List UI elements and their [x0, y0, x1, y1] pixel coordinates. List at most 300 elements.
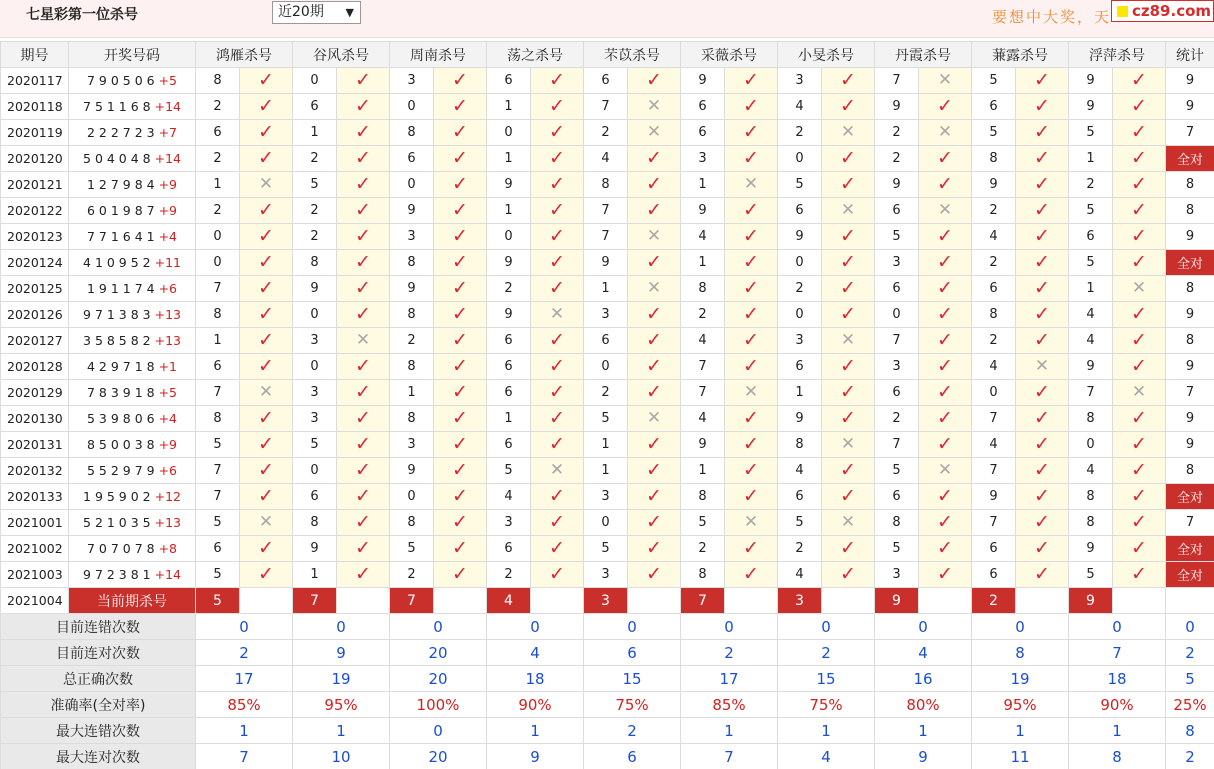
kill-number-cell: 1 [681, 250, 725, 276]
cross-icon: ✕ [549, 304, 565, 324]
checkmark-icon: ✓ [258, 303, 274, 325]
kill-number-cell: 1 [487, 406, 531, 432]
draw-numbers: 4 1 0 9 5 2 [83, 255, 151, 270]
draw-numbers: 8 5 0 0 3 8 [86, 437, 155, 452]
result-mark-cell [531, 380, 584, 406]
draw-numbers-cell [69, 120, 196, 146]
kill-number-cell: 0 [293, 354, 337, 380]
table-row [1, 94, 1214, 120]
result-mark-cell [919, 510, 972, 536]
stats-value: 0 [390, 614, 487, 640]
table-row [1, 484, 1214, 510]
cross-icon: ✕ [1131, 382, 1147, 402]
stats-value: 1 [1069, 718, 1166, 744]
draw-numbers-cell [69, 562, 196, 588]
checkmark-icon: ✓ [355, 563, 371, 585]
draw-numbers: 9 7 2 3 8 1 [83, 567, 151, 582]
result-mark-cell [822, 458, 875, 484]
result-mark-cell [1016, 432, 1069, 458]
empty-cell [240, 588, 293, 614]
kill-number-cell: 8 [1069, 510, 1113, 536]
result-mark-cell [822, 510, 875, 536]
empty-cell [822, 588, 875, 614]
result-mark-cell [531, 484, 584, 510]
checkmark-icon: ✓ [646, 69, 662, 91]
stats-value: 17 [681, 666, 778, 692]
result-mark-cell [337, 562, 390, 588]
checkmark-icon: ✓ [1131, 173, 1147, 195]
stats-value: 1 [972, 718, 1069, 744]
checkmark-icon: ✓ [743, 485, 759, 507]
result-mark-cell [337, 250, 390, 276]
checkmark-icon: ✓ [937, 433, 953, 455]
kill-number-cell: 0 [487, 120, 531, 146]
kill-number-cell: 7 [1069, 380, 1113, 406]
kill-number-cell: 9 [875, 172, 919, 198]
checkmark-icon: ✓ [646, 329, 662, 351]
checkmark-icon: ✓ [646, 303, 662, 325]
draw-sum: +9 [158, 437, 177, 452]
kill-number-cell: 7 [972, 510, 1016, 536]
checkmark-icon: ✓ [452, 329, 468, 351]
checkmark-icon: ✓ [549, 277, 565, 299]
result-mark-cell [337, 276, 390, 302]
result-mark-cell [337, 328, 390, 354]
stats-value: 2 [778, 640, 875, 666]
col-predictor: 小旻杀号 [778, 42, 875, 68]
kill-number-cell: 6 [293, 94, 337, 120]
draw-numbers-cell [69, 276, 196, 302]
result-mark-cell [531, 276, 584, 302]
checkmark-icon: ✓ [743, 433, 759, 455]
checkmark-icon: ✓ [1034, 459, 1050, 481]
result-mark-cell [919, 562, 972, 588]
stats-value: 8 [972, 640, 1069, 666]
result-mark-cell [628, 198, 681, 224]
checkmark-icon: ✓ [549, 147, 565, 169]
result-mark-cell [919, 276, 972, 302]
result-mark-cell [531, 172, 584, 198]
result-mark-cell [725, 328, 778, 354]
checkmark-icon: ✓ [840, 69, 856, 91]
stat-cell: 8 [1166, 172, 1214, 198]
checkmark-icon: ✓ [258, 277, 274, 299]
table-row [1, 198, 1214, 224]
kill-number-cell: 5 [778, 510, 822, 536]
kill-number-cell: 9 [778, 406, 822, 432]
result-mark-cell [1016, 380, 1069, 406]
cross-icon: ✕ [646, 226, 662, 246]
checkmark-icon: ✓ [646, 537, 662, 559]
stats-value: 95% [972, 692, 1069, 718]
kill-number-cell: 1 [487, 146, 531, 172]
result-mark-cell [434, 406, 487, 432]
stats-total: 8 [1166, 718, 1214, 744]
stat-cell: 8 [1166, 276, 1214, 302]
checkmark-icon: ✓ [1131, 225, 1147, 247]
checkmark-icon: ✓ [452, 563, 468, 585]
result-mark-cell [628, 250, 681, 276]
checkmark-icon: ✓ [1131, 407, 1147, 429]
all-correct-badge: 全对 [1166, 250, 1214, 276]
checkmark-icon: ✓ [1034, 173, 1050, 195]
checkmark-icon: ✓ [1131, 459, 1147, 481]
kill-number-cell: 9 [875, 94, 919, 120]
draw-sum: +14 [154, 99, 181, 114]
result-mark-cell [822, 328, 875, 354]
result-mark-cell [1016, 120, 1069, 146]
issue-cell: 2020122 [1, 198, 69, 224]
kill-number-cell: 9 [293, 276, 337, 302]
kill-number-cell: 9 [1069, 354, 1113, 380]
result-mark-cell [1113, 250, 1166, 276]
result-mark-cell [628, 68, 681, 94]
kill-number-cell: 4 [1069, 458, 1113, 484]
table-row [1, 172, 1214, 198]
checkmark-icon: ✓ [258, 563, 274, 585]
result-mark-cell [725, 250, 778, 276]
kill-number-cell: 3 [293, 328, 337, 354]
checkmark-icon: ✓ [1131, 69, 1147, 91]
result-mark-cell [725, 276, 778, 302]
kill-number-cell: 0 [875, 302, 919, 328]
result-mark-cell [1016, 198, 1069, 224]
stats-value: 0 [196, 614, 293, 640]
result-mark-cell [531, 120, 584, 146]
kill-number-cell: 5 [196, 432, 240, 458]
empty-cell [1166, 588, 1214, 614]
kill-number-cell: 0 [778, 250, 822, 276]
checkmark-icon: ✓ [549, 329, 565, 351]
checkmark-icon: ✓ [937, 381, 953, 403]
chevron-down-icon: ▼ [345, 6, 354, 19]
kill-number-cell: 6 [778, 198, 822, 224]
kill-number-cell: 4 [681, 406, 725, 432]
stats-total: 2 [1166, 640, 1214, 666]
result-mark-cell [1016, 94, 1069, 120]
draw-numbers: 5 5 2 9 7 9 [86, 463, 155, 478]
kill-number-cell: 9 [681, 432, 725, 458]
checkmark-icon: ✓ [937, 485, 953, 507]
checkmark-icon: ✓ [452, 199, 468, 221]
stats-value: 1 [487, 718, 584, 744]
kill-number-cell: 9 [972, 172, 1016, 198]
table-row [1, 354, 1214, 380]
result-mark-cell [822, 432, 875, 458]
result-mark-cell [1016, 406, 1069, 432]
cross-icon: ✕ [937, 460, 953, 480]
result-mark-cell [337, 536, 390, 562]
kill-number-cell: 9 [778, 224, 822, 250]
kill-number-cell: 5 [584, 536, 628, 562]
kill-number-cell: 2 [293, 198, 337, 224]
result-mark-cell [531, 250, 584, 276]
kill-number-cell: 8 [196, 302, 240, 328]
issue-cell: 2021001 [1, 510, 69, 536]
kill-number-cell: 2 [681, 536, 725, 562]
result-mark-cell [531, 328, 584, 354]
kill-number-cell: 7 [584, 198, 628, 224]
all-correct-badge: 全对 [1166, 562, 1214, 588]
result-mark-cell [434, 146, 487, 172]
stats-total: 2 [1166, 744, 1214, 769]
checkmark-icon: ✓ [1131, 537, 1147, 559]
checkmark-icon: ✓ [646, 355, 662, 377]
result-mark-cell [725, 354, 778, 380]
kill-number-cell: 1 [681, 458, 725, 484]
checkmark-icon: ✓ [452, 277, 468, 299]
result-mark-cell [434, 432, 487, 458]
kill-number-cell: 3 [875, 354, 919, 380]
result-mark-cell [1016, 302, 1069, 328]
result-mark-cell [337, 172, 390, 198]
promo-text[interactable]: 要想中大奖，天 [992, 8, 1112, 26]
result-mark-cell [725, 302, 778, 328]
checkmark-icon: ✓ [743, 459, 759, 481]
issue-cell: 2020123 [1, 224, 69, 250]
kill-number-cell: 2 [778, 276, 822, 302]
stats-row [1, 718, 1214, 744]
result-mark-cell [1113, 406, 1166, 432]
checkmark-icon: ✓ [1034, 433, 1050, 455]
result-mark-cell [822, 94, 875, 120]
checkmark-icon: ✓ [452, 173, 468, 195]
cross-icon: ✕ [840, 330, 856, 350]
result-mark-cell [725, 380, 778, 406]
kill-number-table [0, 41, 1214, 769]
result-mark-cell [434, 224, 487, 250]
stat-cell: 7 [1166, 380, 1214, 406]
checkmark-icon: ✓ [452, 511, 468, 533]
kill-number-cell: 3 [584, 484, 628, 510]
checkmark-icon: ✓ [452, 95, 468, 117]
result-mark-cell [337, 68, 390, 94]
kill-number-cell: 5 [875, 536, 919, 562]
checkmark-icon: ✓ [937, 173, 953, 195]
kill-number-cell: 5 [875, 224, 919, 250]
col-stat: 统计 [1166, 42, 1214, 68]
all-correct-badge: 全对 [1166, 484, 1214, 510]
kill-number-cell: 6 [487, 536, 531, 562]
checkmark-icon: ✓ [549, 433, 565, 455]
cross-icon: ✕ [743, 174, 759, 194]
stats-value: 75% [778, 692, 875, 718]
checkmark-icon: ✓ [549, 407, 565, 429]
stat-cell: 8 [1166, 198, 1214, 224]
kill-number-cell: 5 [875, 458, 919, 484]
checkmark-icon: ✓ [549, 355, 565, 377]
checkmark-icon: ✓ [258, 485, 274, 507]
kill-number-cell: 5 [293, 432, 337, 458]
kill-number-cell: 4 [487, 484, 531, 510]
kill-number-cell: 7 [875, 68, 919, 94]
kill-number-cell: 3 [390, 68, 434, 94]
result-mark-cell [1016, 458, 1069, 484]
result-mark-cell [1113, 120, 1166, 146]
kill-number-cell: 2 [875, 120, 919, 146]
checkmark-icon: ✓ [646, 485, 662, 507]
checkmark-icon: ✓ [646, 459, 662, 481]
result-mark-cell [531, 510, 584, 536]
issue-cell: 2021003 [1, 562, 69, 588]
result-mark-cell [919, 172, 972, 198]
kill-number-cell: 2 [390, 562, 434, 588]
stats-value: 4 [487, 640, 584, 666]
draw-numbers-cell [69, 146, 196, 172]
stat-cell: 8 [1166, 458, 1214, 484]
kill-number-cell: 3 [390, 224, 434, 250]
draw-numbers: 5 3 9 8 0 6 [86, 411, 155, 426]
result-mark-cell [434, 120, 487, 146]
kill-number-cell: 2 [778, 536, 822, 562]
checkmark-icon: ✓ [549, 95, 565, 117]
checkmark-icon: ✓ [743, 147, 759, 169]
cross-icon: ✕ [258, 382, 274, 402]
result-mark-cell [822, 302, 875, 328]
result-mark-cell [1113, 354, 1166, 380]
draw-numbers-cell [69, 406, 196, 432]
kill-number-cell: 8 [293, 510, 337, 536]
checkmark-icon: ✓ [452, 407, 468, 429]
table-row [1, 380, 1214, 406]
kill-number-cell: 4 [778, 562, 822, 588]
checkmark-icon: ✓ [937, 355, 953, 377]
kill-number-cell: 1 [1069, 276, 1113, 302]
stats-row [1, 640, 1214, 666]
cross-icon: ✕ [1034, 356, 1050, 376]
current-kill-number: 9 [875, 588, 919, 614]
checkmark-icon: ✓ [1131, 121, 1147, 143]
checkmark-icon: ✓ [646, 563, 662, 585]
table-row [1, 328, 1214, 354]
kill-number-cell: 8 [584, 172, 628, 198]
cross-icon: ✕ [549, 460, 565, 480]
site-logo[interactable] [1111, 0, 1214, 22]
stats-value: 19 [972, 666, 1069, 692]
period-select[interactable] [272, 1, 361, 24]
checkmark-icon: ✓ [549, 69, 565, 91]
issue-cell: 2020124 [1, 250, 69, 276]
kill-number-cell: 0 [487, 224, 531, 250]
kill-number-cell: 8 [390, 250, 434, 276]
stats-value: 19 [293, 666, 390, 692]
result-mark-cell [822, 68, 875, 94]
stats-value: 0 [972, 614, 1069, 640]
checkmark-icon: ✓ [452, 485, 468, 507]
checkmark-icon: ✓ [1034, 485, 1050, 507]
cross-icon: ✕ [646, 408, 662, 428]
empty-cell [337, 588, 390, 614]
checkmark-icon: ✓ [743, 277, 759, 299]
kill-number-cell: 4 [681, 224, 725, 250]
result-mark-cell [628, 146, 681, 172]
draw-numbers: 5 0 4 0 4 8 [83, 151, 151, 166]
kill-number-cell: 9 [487, 250, 531, 276]
kill-number-cell: 7 [681, 380, 725, 406]
result-mark-cell [337, 302, 390, 328]
stats-value: 85% [681, 692, 778, 718]
draw-numbers: 9 7 1 3 8 3 [83, 307, 151, 322]
cross-icon: ✕ [937, 122, 953, 142]
kill-number-cell: 7 [972, 458, 1016, 484]
stats-value: 1 [681, 718, 778, 744]
stat-cell: 8 [1166, 328, 1214, 354]
result-mark-cell [822, 380, 875, 406]
checkmark-icon: ✓ [355, 199, 371, 221]
result-mark-cell [919, 328, 972, 354]
table-row [1, 536, 1214, 562]
kill-number-cell: 7 [196, 380, 240, 406]
result-mark-cell [531, 354, 584, 380]
table-row [1, 562, 1214, 588]
checkmark-icon: ✓ [840, 563, 856, 585]
result-mark-cell [822, 120, 875, 146]
stats-value: 1 [875, 718, 972, 744]
table-row [1, 68, 1214, 94]
result-mark-cell [531, 432, 584, 458]
stats-value: 4 [778, 744, 875, 769]
result-mark-cell [822, 224, 875, 250]
draw-sum: +14 [154, 567, 181, 582]
result-mark-cell [628, 224, 681, 250]
result-mark-cell [240, 536, 293, 562]
kill-number-cell: 5 [1069, 198, 1113, 224]
period-select-value: 近20期 [278, 4, 324, 20]
kill-number-cell: 0 [778, 302, 822, 328]
stat-cell: 9 [1166, 94, 1214, 120]
result-mark-cell [240, 302, 293, 328]
checkmark-icon: ✓ [1034, 251, 1050, 273]
draw-numbers-cell [69, 94, 196, 120]
kill-number-cell: 6 [972, 536, 1016, 562]
draw-numbers-cell [69, 432, 196, 458]
stats-value: 80% [875, 692, 972, 718]
result-mark-cell [919, 68, 972, 94]
kill-number-cell: 5 [1069, 562, 1113, 588]
checkmark-icon: ✓ [1034, 563, 1050, 585]
current-issue: 2021004 [1, 588, 69, 614]
checkmark-icon: ✓ [646, 147, 662, 169]
stats-value: 85% [196, 692, 293, 718]
checkmark-icon: ✓ [258, 459, 274, 481]
kill-number-cell: 7 [196, 484, 240, 510]
kill-number-cell: 5 [390, 536, 434, 562]
result-mark-cell [1113, 146, 1166, 172]
kill-number-cell: 8 [390, 302, 434, 328]
checkmark-icon: ✓ [549, 199, 565, 221]
stat-cell: 9 [1166, 406, 1214, 432]
kill-number-cell: 1 [293, 562, 337, 588]
draw-sum: +12 [154, 489, 181, 504]
checkmark-icon: ✓ [1034, 303, 1050, 325]
checkmark-icon: ✓ [258, 251, 274, 273]
kill-number-cell: 6 [972, 276, 1016, 302]
kill-number-cell: 2 [584, 120, 628, 146]
result-mark-cell [240, 484, 293, 510]
checkmark-icon: ✓ [549, 537, 565, 559]
issue-cell: 2021002 [1, 536, 69, 562]
stats-value: 7 [681, 744, 778, 769]
checkmark-icon: ✓ [937, 329, 953, 351]
result-mark-cell [725, 406, 778, 432]
kill-number-cell: 0 [196, 224, 240, 250]
kill-number-cell: 1 [196, 328, 240, 354]
issue-cell: 2020129 [1, 380, 69, 406]
stats-value: 9 [293, 640, 390, 666]
stats-value: 20 [390, 640, 487, 666]
result-mark-cell [919, 250, 972, 276]
stat-cell: 7 [1166, 120, 1214, 146]
